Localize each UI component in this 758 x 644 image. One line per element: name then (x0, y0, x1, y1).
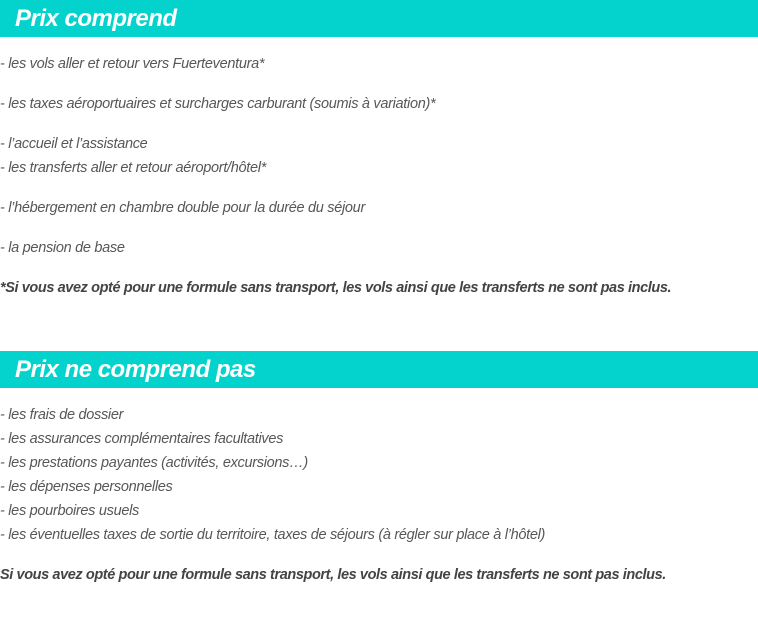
list-item: - les vols aller et retour vers Fuerteventura* (0, 56, 265, 72)
footnote-excluded: Si vous avez opté pour une formule sans transport, les vols ainsi que les transferts ne sont pas inclus. (0, 567, 666, 583)
footnote-included: *Si vous avez opté pour une formule sans transport, les vols ainsi que les transferts ne sont pas inclus. (0, 280, 672, 296)
list-item: - l’accueil et l’assistance (0, 136, 148, 152)
section-title-excluded: Prix ne comprend pas (15, 356, 256, 383)
list-item: - les prestations payantes (activités, excursions…) (0, 455, 308, 471)
list-item: - l’hébergement en chambre double pour la durée du séjour (0, 200, 365, 216)
list-item: - les éventuelles taxes de sortie du territoire, taxes de séjours (à régler sur place à l’hôtel) (0, 527, 546, 543)
list-item: - les assurances complémentaires facultatives (0, 431, 284, 447)
list-item: - les frais de dossier (0, 407, 124, 423)
section-header-included (0, 0, 758, 37)
list-item: - la pension de base (0, 240, 125, 256)
section-header-excluded (0, 351, 758, 388)
section-title-included: Prix comprend (15, 5, 177, 32)
list-item: - les taxes aéroportuaires et surcharges carburant (soumis à variation)* (0, 96, 436, 112)
list-item: - les transferts aller et retour aéroport/hôtel* (0, 160, 267, 176)
list-item: - les pourboires usuels (0, 503, 139, 519)
list-item: - les dépenses personnelles (0, 479, 173, 495)
